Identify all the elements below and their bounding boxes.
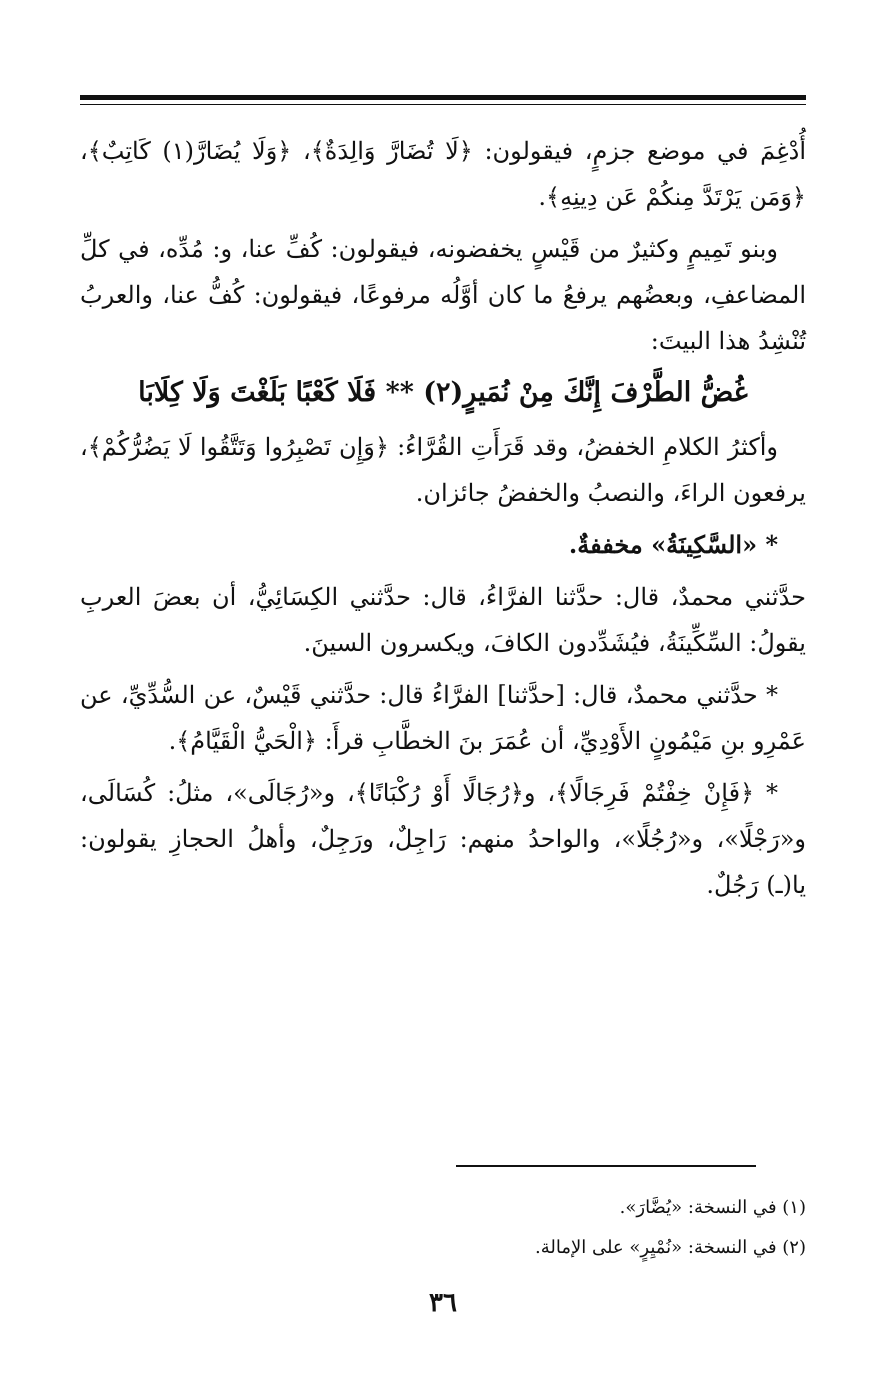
footnote-2: (٢) في النسخة: «نُمْيِرٍ» على الإمالة. xyxy=(534,1237,806,1258)
paragraph-6: * حدَّثني محمدٌ، قال: [حدَّثنا] الفرَّاءُ قال: حدَّثني قَيْسٌ، عن السُّدِّيِّ، عن عَمْرِو بنِ مَيْمُونٍ الأَوْدِيِّ، أن عُمَرَ بنَ الخطَّابِ قرأَ: ﴿الْحَيُّ الْقَيَّامُ﴾. xyxy=(80,681,806,755)
footnote-1: (١) في النسخة: «يُضَّارَ». xyxy=(619,1197,806,1218)
header-rule-thick xyxy=(80,95,806,100)
footnotes xyxy=(80,1188,806,1268)
paragraph-3: وأكثرُ الكلامِ الخفضُ، وقد قَرَأَتِ القُرَّاءُ: ﴿وَإِن تَصْبِرُوا وَتَتَّقُوا لَا يَضُرُّكُمْ﴾، يرفعون الراءَ، والنصبُ والخفضُ جائزان. xyxy=(80,433,806,507)
paragraph-7: * ﴿فَإِنْ خِفْتُمْ فَرِجَالًا﴾، و﴿رُجَالًا أَوْ رُكْبَانًا﴾، و«رُجَالَى»، مثلُ: كُسَالَى، و«رَجْلًا»، و«رُجُلًا»، والواحدُ منهم: رَاجِلٌ، ورَجِلٌ، وأهلُ الحجازِ يقولون: يا(ـ) رَجُلٌ. xyxy=(80,779,806,899)
footnote-divider xyxy=(456,1165,756,1167)
paragraph-2: وبنو تَمِيمٍ وكثيرٌ من قَيْسٍ يخفضونه، فيقولون: كُفِّ عنا، و: مُدِّه، في كلِّ المضاعفِ، وبعضُهم يرفعُ ما كان أوَّلُه مرفوعًا، فيقولون: كُفُّ عنا، والعربُ تُنْشِدُ هذا البيتَ: xyxy=(80,235,806,355)
header-rule-thin xyxy=(80,104,806,105)
paragraph-5: حدَّثني محمدٌ، قال: حدَّثنا الفرَّاءُ، قال: حدَّثني الكِسَائِيُّ، أن بعضَ العربِ يقولُ: السِّكِّينَةُ، فيُشَدِّدون الكافَ، ويكسرون السينَ. xyxy=(80,583,806,657)
paragraph-1: أُدْغِمَ في موضع جزمٍ، فيقولون: ﴿لَا تُضَارَّ وَالِدَةٌ﴾، ﴿وَلَا يُضَارَّ(١) كَاتِبٌ﴾، ﴿وَمَن يَرْتَدَّ مِنكُمْ عَن دِينِهِ﴾. xyxy=(80,137,806,211)
poetry-verse: غُضُّ الطَّرْفَ إِنَّكَ مِنْ نُمَيرٍ(٢) ** فَلَا كَعْبًا بَلَغْتَ وَلَا كِلَابَا xyxy=(138,377,748,408)
main-text xyxy=(80,128,806,914)
page-number: ٣٦ xyxy=(429,1288,457,1318)
entry-sakina: * «السَّكِينَةُ» مخففةٌ. xyxy=(568,530,778,559)
